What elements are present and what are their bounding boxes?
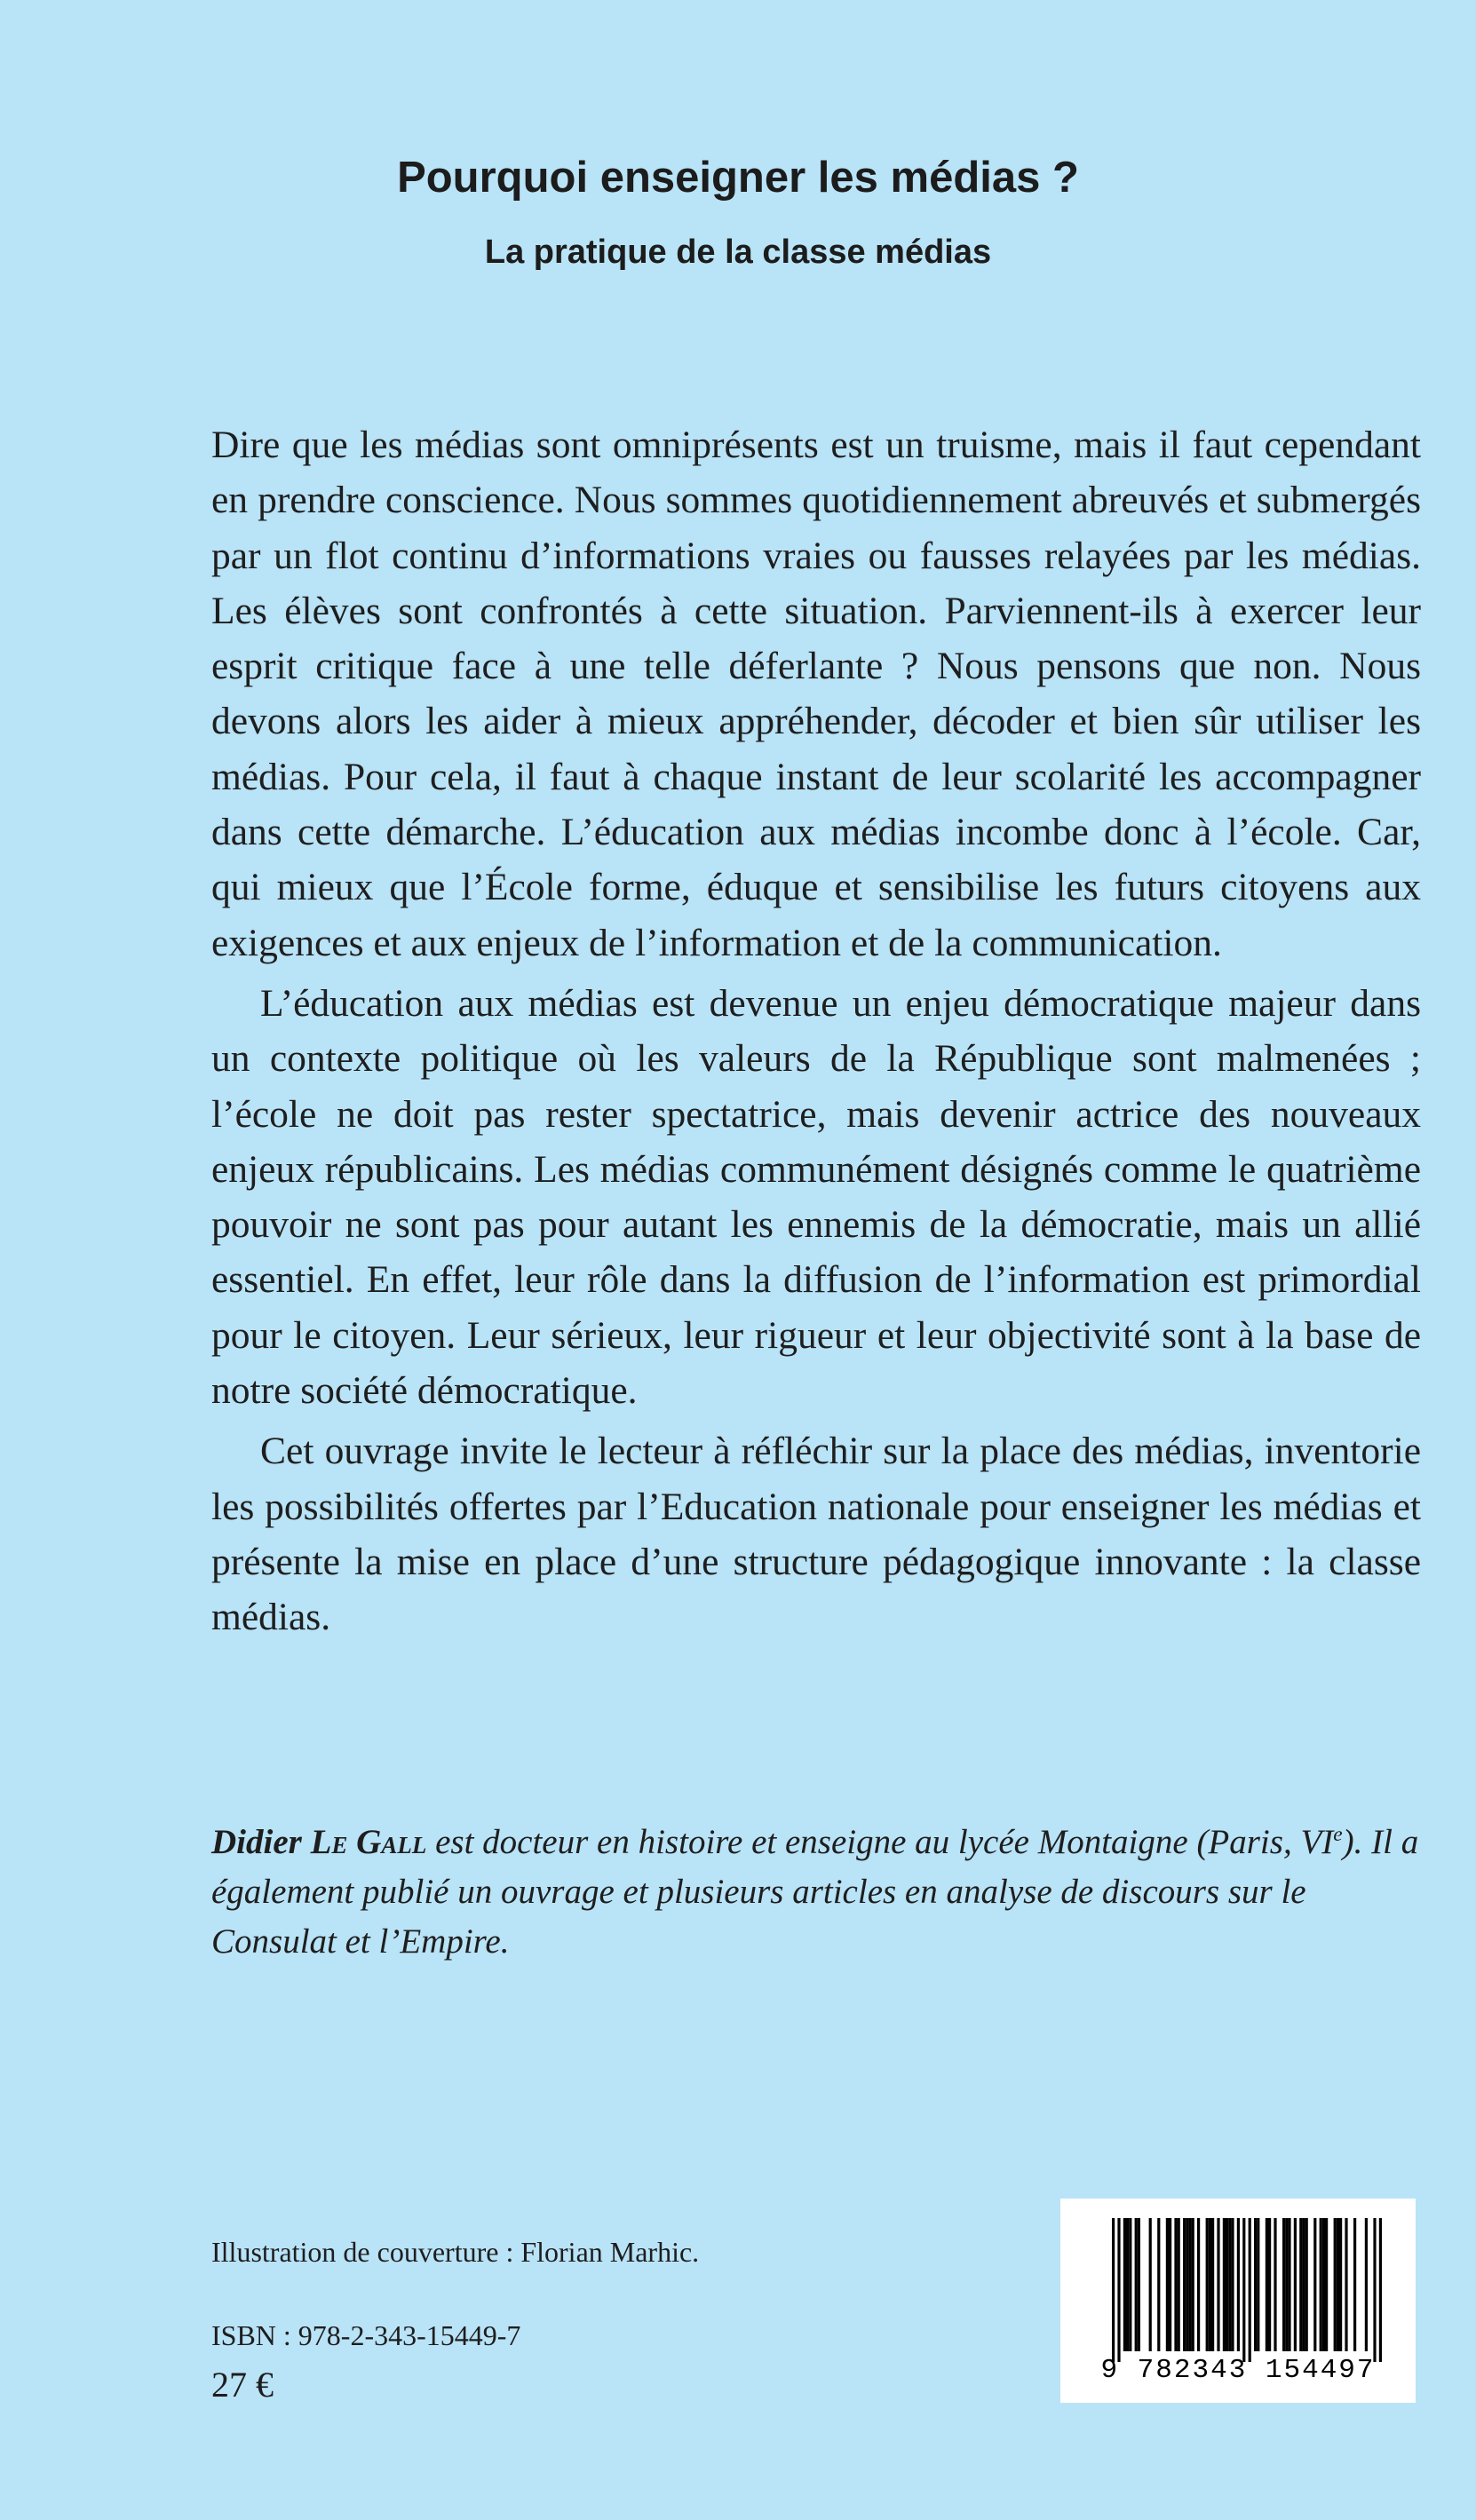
barcode-bar — [1339, 2218, 1342, 2351]
barcode-bar — [1294, 2218, 1297, 2351]
barcode-bar — [1209, 2218, 1211, 2351]
barcode-bar — [1288, 2218, 1290, 2351]
barcode-bar — [1299, 2218, 1302, 2351]
barcode-bar — [1274, 2218, 1276, 2351]
barcode-bar — [1223, 2218, 1226, 2351]
barcode-digits: 9 782343 154497 — [1100, 2355, 1376, 2386]
barcode-bar — [1188, 2218, 1191, 2351]
barcode-bar — [1178, 2218, 1180, 2351]
barcode-bar — [1129, 2218, 1131, 2351]
barcode-bar — [1231, 2218, 1234, 2351]
barcode-bar — [1206, 2218, 1209, 2351]
barcode-bar — [1302, 2218, 1305, 2351]
book-title: Pourquoi enseigner les médias ? — [397, 154, 1079, 202]
barcode-bar — [1228, 2218, 1231, 2351]
book-subtitle: La pratique de la classe médias — [484, 234, 992, 271]
barcode-bar — [1174, 2218, 1177, 2351]
isbn: ISBN : 978-2-343-15449-7 — [211, 2319, 521, 2351]
barcode-bar — [1282, 2218, 1285, 2351]
barcode-bar — [1186, 2218, 1188, 2351]
author-bio-text: est docteur en histoire et enseigne au lycée Montaigne (Paris, VIe). Il a également publié un ouvrage et plusieurs articles en analyse de discours sur le Consulat et l’Empire. — [211, 1823, 1419, 1961]
barcode-bar — [1325, 2218, 1328, 2351]
barcode-bar — [1373, 2218, 1376, 2362]
blurb-paragraph-2: L’éducation aux médias est devenue un enjeu démocratique majeur dans un contexte politique où les valeurs de la République sont malmenées ; l’école ne doit pas rester spectatrice, mais devenir actrice des nouveaux enjeux républicains. Les médias communément désignés comme le quatrième pouvoir ne sont pas pour autant les ennemis de la démocratie, mais un allié essentiel. En effet, leur rôle dans la diffusion de l’information est primordial pour le citoyen. Leur sérieux, leur rigueur et leur objectivité sont à la base de notre société démocratique. — [211, 981, 1421, 1413]
barcode-bar — [1135, 2218, 1138, 2351]
barcode-bar — [1183, 2218, 1186, 2351]
barcode-bar — [1249, 2218, 1251, 2362]
barcode-bar — [1337, 2218, 1339, 2351]
barcode-bar — [1149, 2218, 1152, 2351]
barcode-bar — [1266, 2218, 1268, 2351]
barcode-bar — [1197, 2218, 1200, 2351]
author-name: Didier Le Gall — [211, 1823, 427, 1861]
barcode-bar — [1217, 2218, 1219, 2351]
barcode-bar — [1305, 2218, 1308, 2351]
barcode-bar — [1320, 2218, 1322, 2351]
barcode-bar — [1313, 2218, 1316, 2351]
barcode-bar — [1192, 2218, 1194, 2351]
barcode-bar — [1254, 2218, 1257, 2351]
barcode-bar — [1365, 2218, 1368, 2351]
barcode-bar — [1237, 2218, 1240, 2351]
barcode-bar — [1322, 2218, 1325, 2351]
barcode-bar — [1285, 2218, 1288, 2351]
barcode-bar — [1166, 2218, 1169, 2351]
barcode-bar — [1345, 2218, 1347, 2351]
illustration-credit: Illustration de couverture : Florian Marhic. — [211, 2236, 700, 2268]
barcode-bar — [1112, 2218, 1115, 2362]
barcode-bar — [1242, 2218, 1245, 2362]
price: 27 € — [211, 2365, 274, 2405]
blurb-paragraph-1: Dire que les médias sont omniprésents est un truisme, mais il faut cependant en prendre conscience. Nous sommes quotidiennement abreuvés et submergés par un flot continu d’informations vraies ou fausses relayées par les médias. Les élèves sont confrontés à cette situation. Parviennent-ils à exercer leur esprit critique face à une telle déferlante ? Nous pensons que non. Nous devons alors les aider à mieux appréhender, décoder et bien sûr utiliser les médias. Pour cela, il faut à chaque instant de leur scolarité les accompagner dans cette démarche. L’éducation aux médias incombe donc à l’école. Car, qui mieux que l’École forme, éduque et sensibilise les futurs citoyens aux exigences et aux enjeux de l’information et de la communication. — [211, 424, 1421, 964]
barcode-bar — [1169, 2218, 1171, 2351]
barcode-bar — [1379, 2218, 1382, 2362]
barcode-bar — [1211, 2218, 1214, 2351]
barcode-bar — [1268, 2218, 1271, 2351]
barcode-bar — [1123, 2218, 1126, 2351]
barcode-bar — [1226, 2218, 1228, 2351]
blurb-paragraph-3: Cet ouvrage invite le lecteur à réfléchir sur la place des médias, inventorie les possibilités offertes par l’Education nationale pour enseigner les médias et présente la mise en place d’une structure pédagogique innovante : la classe médias. — [211, 1430, 1421, 1639]
barcode-bar — [1257, 2218, 1259, 2351]
barcode-bar — [1334, 2218, 1337, 2351]
barcode-bar — [1126, 2218, 1129, 2351]
barcode-bar — [1157, 2218, 1160, 2351]
barcode-bar — [1117, 2218, 1120, 2362]
barcode-bar — [1353, 2218, 1356, 2351]
barcode — [1060, 2199, 1416, 2403]
barcode-bar — [1138, 2218, 1140, 2351]
back-cover-blurb — [211, 417, 1421, 1651]
author-biography — [211, 1810, 1421, 1967]
